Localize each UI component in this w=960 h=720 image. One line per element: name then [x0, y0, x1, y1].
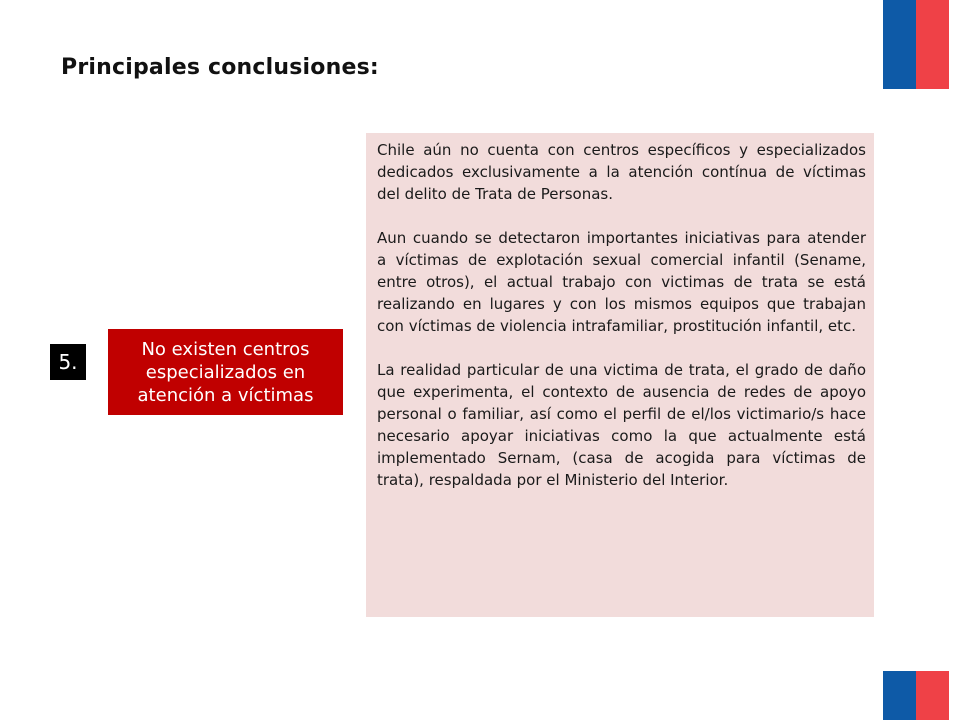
- flag-decoration-bottom: [883, 671, 949, 720]
- conclusion-text-panel: [366, 133, 874, 617]
- flag-stripe-red: [916, 671, 949, 720]
- slide-title: Principales conclusiones:: [61, 55, 379, 80]
- paragraph: Aun cuando se detectaron importantes iniciativas para atender a víctimas de explotación sexual comercial infantil (Sename, entre otros), el actual trabajo con victimas de trata se está realizando en lugares y con los mismos equipos que trabajan con víctimas de violencia intrafamiliar, prostitución infantil, etc.: [377, 229, 866, 335]
- item-number-badge: 5.: [50, 344, 86, 380]
- flag-stripe-blue: [883, 0, 916, 89]
- flag-stripe-blue: [883, 671, 916, 720]
- paragraph: Chile aún no cuenta con centros específicos y especializados dedicados exclusivamente a la atención contínua de víctimas del delito de Trata de Personas.: [377, 141, 866, 203]
- flag-stripe-red: [916, 0, 949, 89]
- flag-decoration-top: [883, 0, 949, 89]
- finding-box: No existen centros especializados en atención a víctimas: [108, 329, 343, 415]
- paragraph: La realidad particular de una victima de trata, el grado de daño que experimenta, el contexto de ausencia de redes de apoyo personal o familiar, así como el perfil de el/los victimario/s hace necesario apoyar iniciativas como la que actualmente está implementado Sernam, (casa de acogida para víctimas de trata), respaldada por el Ministerio del Interior.: [377, 361, 866, 489]
